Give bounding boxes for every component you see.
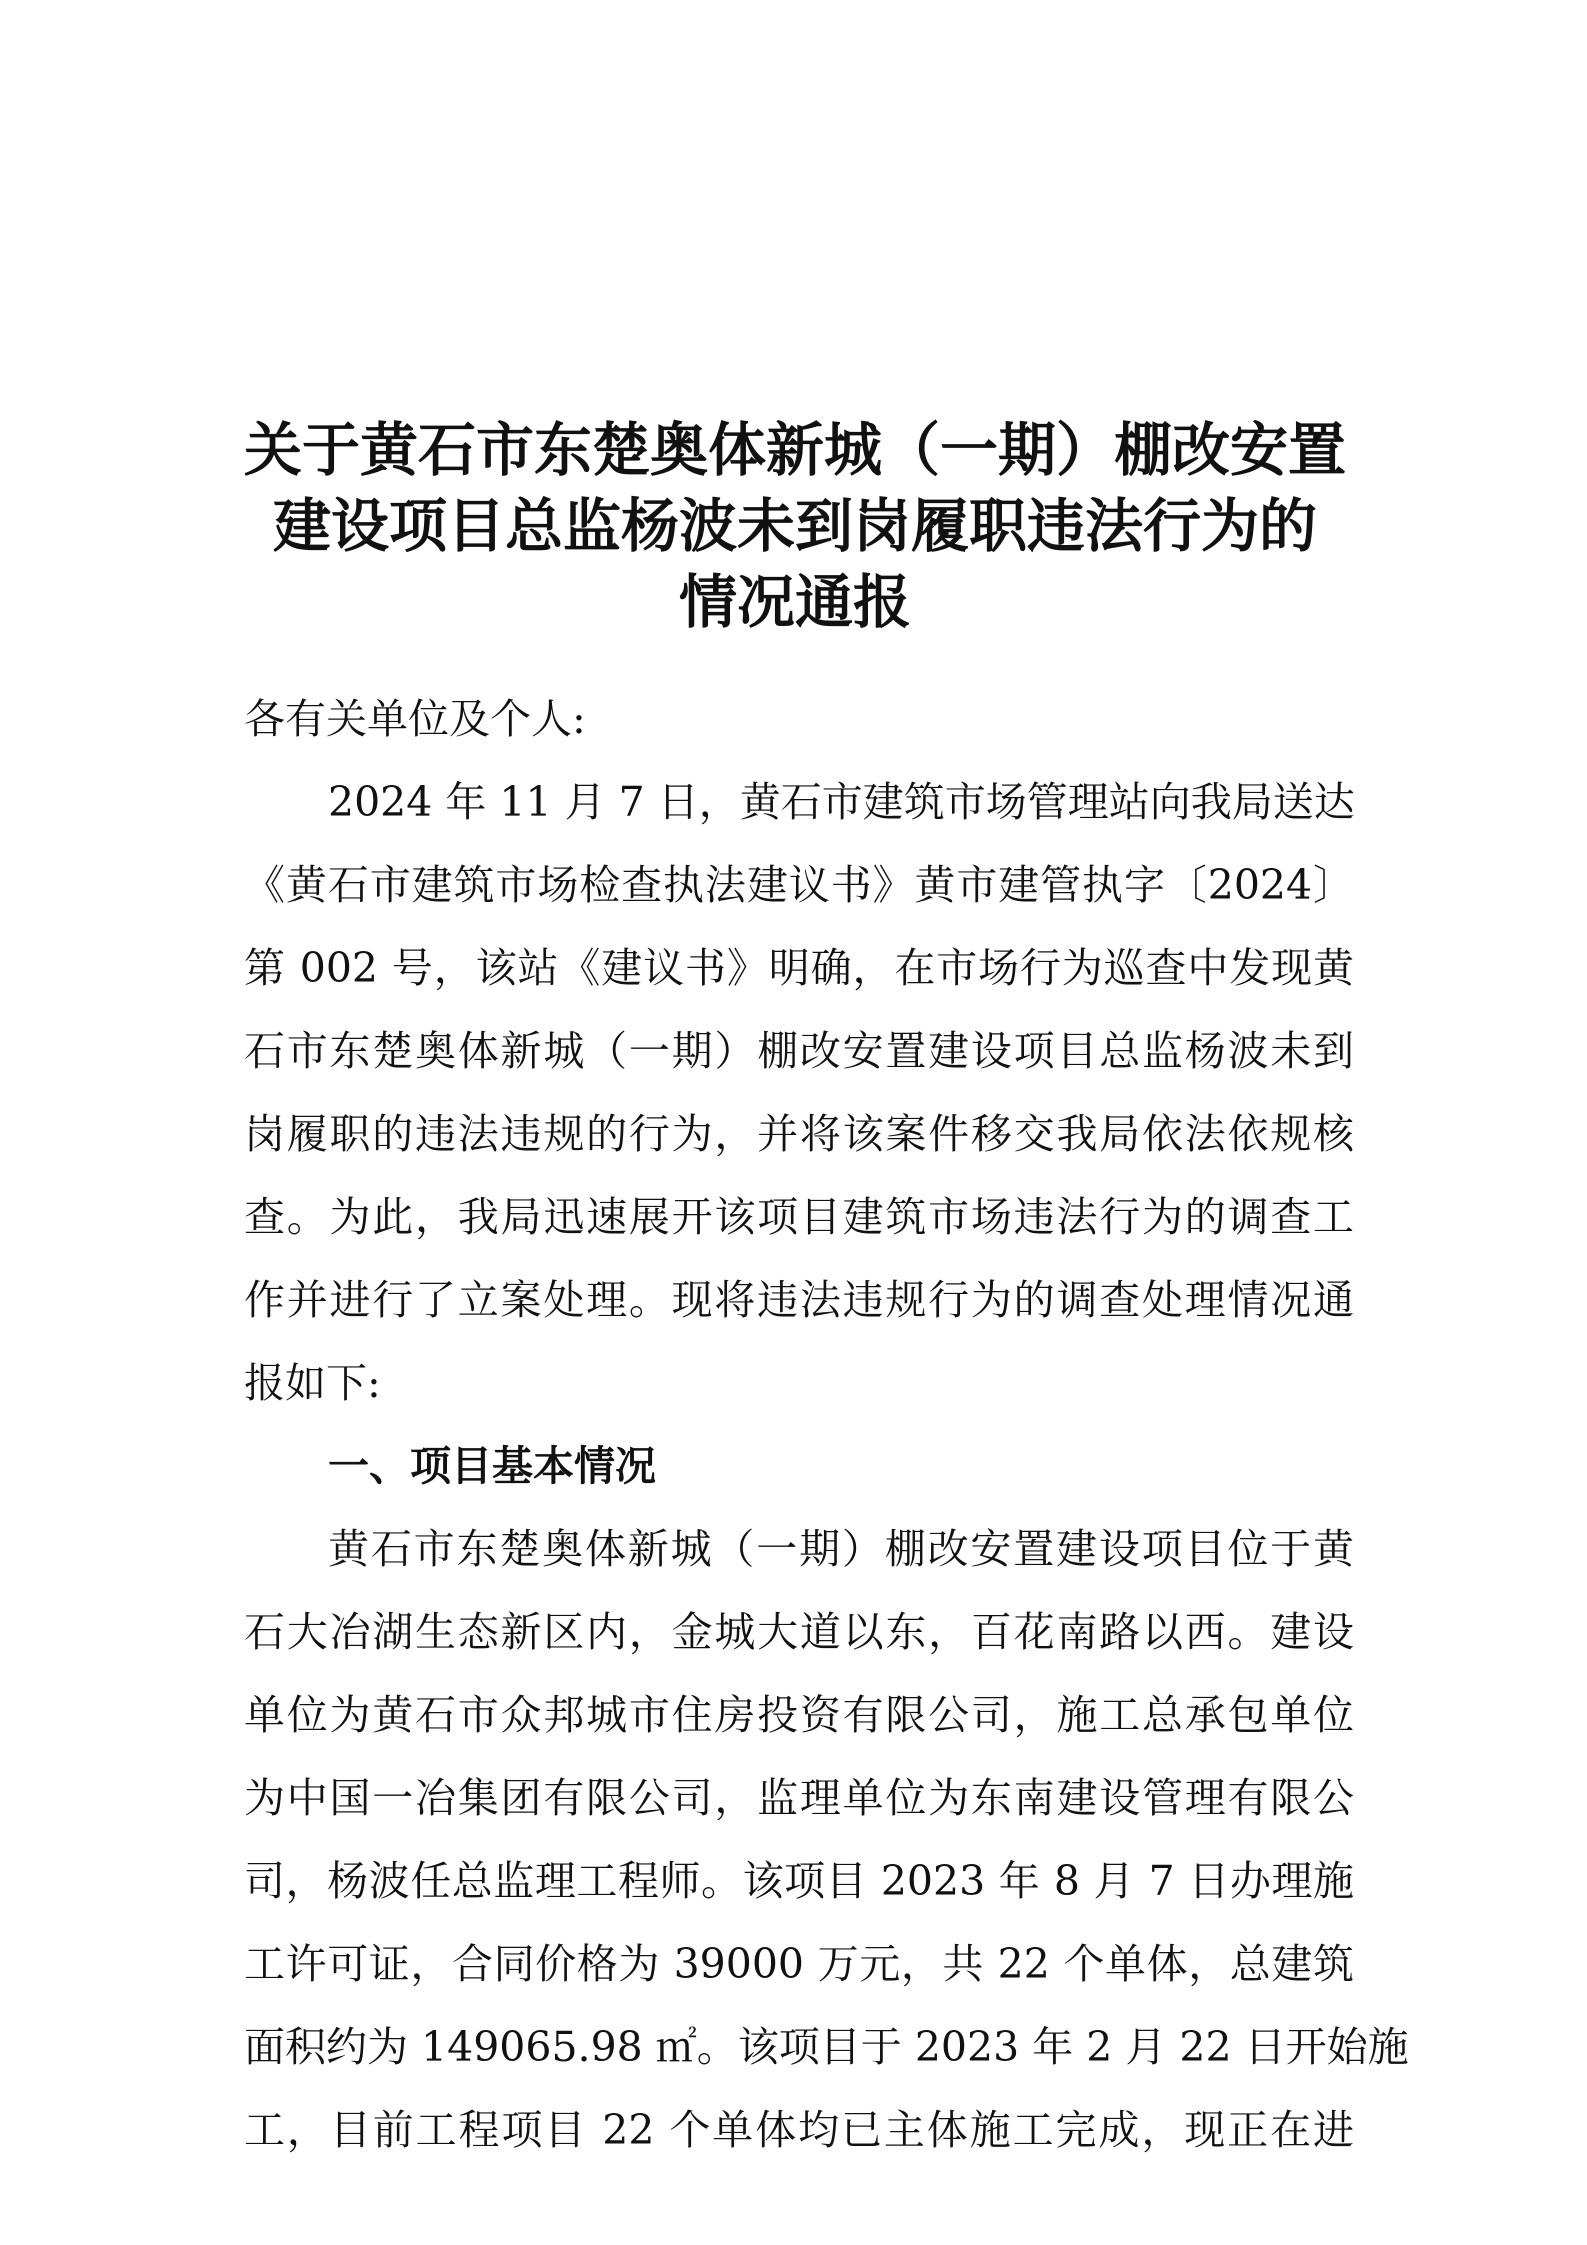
document-title (230, 412, 1360, 640)
document-body (244, 678, 1409, 2172)
title-line: 情况通报 (678, 568, 911, 636)
paragraph-line: 为中国一冶集团有限公司，监理单位为东南建设管理有限公 (244, 1774, 1354, 1822)
paragraph-line: 报如下: (244, 1359, 381, 1407)
paragraph-line: 查。为此，我局迅速展开该项目建筑市场违法行为的调查工 (244, 1193, 1354, 1241)
paragraph-line: 岗履职的违法违规的行为，并将该案件移交我局依法依规核 (244, 1110, 1354, 1158)
title-line: 关于黄石市东楚奥体新城（一期）棚改安置 (243, 416, 1346, 484)
paragraph-line: 工，目前工程项目 22 个单体均已主体施工完成，现正在进 (244, 2106, 1354, 2154)
paragraph-line: 《黄石市建筑市场检查执法建议书》黄市建管执字〔2024〕 (244, 861, 1354, 909)
paragraph-line: 单位为黄石市众邦城市住房投资有限公司，施工总承包单位 (244, 1691, 1354, 1739)
paragraph-line: 黄石市东楚奥体新城（一期）棚改安置建设项目位于黄 (328, 1525, 1354, 1573)
paragraph-line: 面积约为 149065.98 ㎡。该项目于 2023 年 2 月 22 日开始施 (244, 2023, 1409, 2071)
paragraph-line: 石大冶湖生态新区内，金城大道以东，百花南路以西。建设 (244, 1608, 1354, 1656)
paragraph-line: 2024 年 11 月 7 日，黄石市建筑市场管理站向我局送达 (328, 778, 1355, 826)
paragraph-line: 石市东楚奥体新城（一期）棚改安置建设项目总监杨波未到 (244, 1027, 1354, 1075)
paragraph-line: 司，杨波任总监理工程师。该项目 2023 年 8 月 7 日办理施 (244, 1857, 1354, 1905)
paragraph-line: 工许可证，合同价格为 39000 万元，共 22 个单体，总建筑 (244, 1940, 1354, 1988)
salutation: 各有关单位及个人: (244, 695, 586, 743)
paragraph-line: 第 002 号，该站《建议书》明确，在市场行为巡查中发现黄 (244, 944, 1354, 992)
section-heading: 一、项目基本情况 (328, 1442, 656, 1490)
title-line: 建设项目总监杨波未到岗履职违法行为的 (272, 492, 1317, 560)
paragraph-line: 作并进行了立案处理。现将违法违规行为的调查处理情况通 (244, 1276, 1354, 1324)
